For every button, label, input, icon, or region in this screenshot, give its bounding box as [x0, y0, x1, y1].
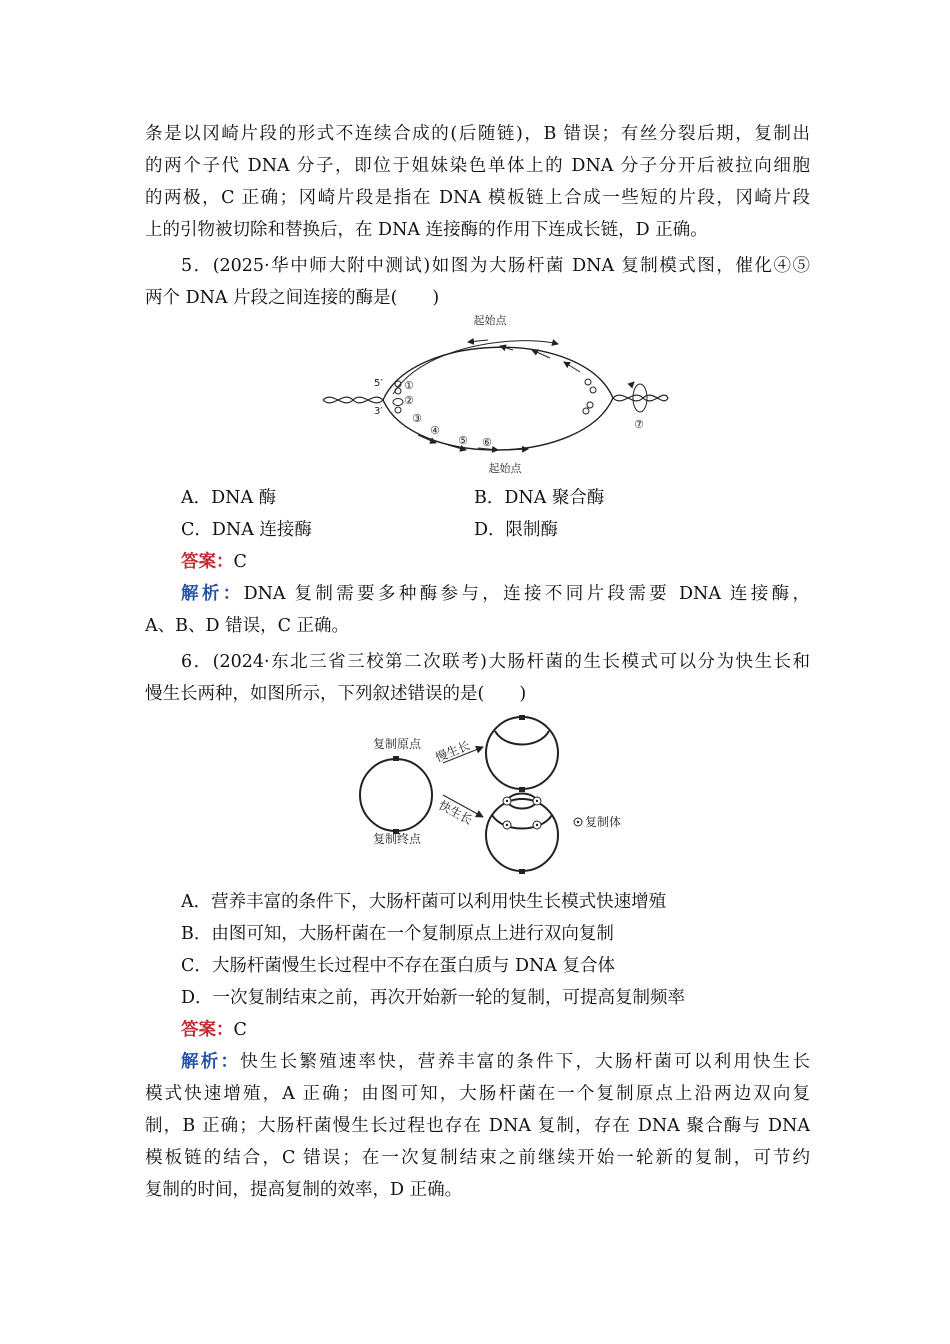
explain-label: 解析：	[181, 584, 244, 604]
marker-6: ⑥	[482, 436, 492, 449]
fast-chromosome	[486, 799, 558, 871]
origin-label: 复制原点	[372, 737, 422, 751]
dna-replication-figure	[318, 310, 678, 480]
explain-text: DNA 复制需要多种酶参与，连接不同片段需要 DNA 连接酶，	[243, 584, 810, 604]
arrow	[630, 382, 634, 386]
q5-stem-line: 两个 DNA 片段之间连接的酶是( )	[145, 288, 440, 308]
q6-stem-line: 6．(2024·东北三省三校第二次联考)大肠杆菌的生长模式可以分为快生长和	[181, 652, 810, 672]
fast-growth-label: 快生长	[436, 798, 475, 828]
text-line: 的两极，C 正确；冈崎片段是指在 DNA 模板链上合成一些短的片段，冈崎片段	[145, 188, 810, 208]
answer-label: 答案：	[181, 1020, 234, 1040]
terminus-label: 复制终点	[372, 832, 422, 846]
fast-replication-bubble	[492, 815, 552, 829]
helicase-circle	[395, 407, 401, 413]
explain-label: 解析：	[181, 1052, 241, 1072]
top-origin-label: 起始点	[473, 314, 507, 327]
marker-1: ①	[404, 379, 414, 392]
end-5-label: 5′	[374, 378, 383, 389]
answer-label: 答案：	[181, 552, 234, 572]
fast-inner-bubble	[507, 801, 537, 809]
q6-stem-line: 慢生长两种，如图所示，下列叙述错误的是( )	[145, 684, 527, 704]
origin-mark	[393, 756, 399, 761]
q5-option-b: B．DNA 聚合酶	[474, 488, 605, 508]
origin-mark	[519, 715, 525, 720]
bottom-origin-label: 起始点	[488, 462, 522, 475]
q6-option-b: B．由图可知，大肠杆菌在一个复制原点上进行双向复制	[181, 924, 614, 944]
q6-explain-line: 复制的时间，提高复制的效率，D 正确。	[145, 1180, 463, 1200]
q6-explain-line: 模式快速增殖，A 正确；由图可知，大肠杆菌在一个复制原点上沿两边双向复	[145, 1084, 810, 1104]
q6-option-a: A．营养丰富的条件下，大肠杆菌可以利用快生长模式快速增殖	[181, 892, 667, 912]
terminus-mark	[519, 869, 525, 874]
text-line: 的两个子代 DNA 分子，即位于姐妹染色单体上的 DNA 分子分开后被拉向细胞	[145, 156, 810, 176]
text-line: 上的引物被切除和替换后，在 DNA 连接酶的作用下连成长链，D 正确。	[145, 220, 708, 240]
marker-3: ③	[412, 412, 422, 425]
helicase-circle	[590, 387, 596, 393]
answer-value: C	[233, 552, 247, 572]
growth-mode-figure	[355, 705, 655, 880]
arrow	[468, 340, 488, 342]
marker-5: ⑤	[458, 434, 468, 447]
text-line: 条是以冈崎片段的形式不连续合成的(后随链)，B 错误；有丝分裂后期，复制出	[145, 124, 810, 144]
q5-explain-line	[181, 578, 810, 610]
replisome-dot	[506, 824, 508, 826]
q5-stem-line: 5．(2025·华中师大附中测试)如图为大肠杆菌 DNA 复制模式图，催化④⑤	[181, 256, 810, 276]
replisome-legend-dot	[577, 821, 579, 823]
upper-strand	[383, 347, 613, 400]
q5-option-a: A．DNA 酶	[181, 488, 277, 508]
replisome-dot	[536, 800, 538, 802]
topoisomerase-loop	[633, 384, 647, 412]
helicase-circle	[587, 402, 593, 408]
replisome-dot	[536, 824, 538, 826]
explain-text: 快生长繁殖速率快，营养丰富的条件下，大肠杆菌可以利用快生长	[240, 1052, 810, 1072]
answer-value: C	[233, 1020, 247, 1040]
q5-option-c: C．DNA 连接酶	[181, 520, 312, 540]
parent-chromosome	[360, 759, 432, 831]
slow-chromosome	[486, 717, 558, 789]
marker-2: ②	[404, 394, 414, 407]
replisome-legend-label: 复制体	[585, 815, 622, 829]
slow-replication-bubble	[495, 731, 549, 745]
helicase-circle	[395, 388, 401, 394]
q6-explain-line	[181, 1046, 810, 1078]
helicase-circle	[583, 408, 589, 414]
q5-option-d: D．限制酶	[474, 520, 559, 540]
q6-option-d: D．一次复制结束之前，再次开始新一轮的复制，可提高复制频率	[181, 988, 686, 1008]
replisome-dot	[506, 800, 508, 802]
marker-7: ⑦	[634, 418, 644, 431]
q5-explain-line: A、B、D 错误，C 正确。	[145, 616, 350, 636]
end-3-label: 3′	[374, 406, 383, 417]
q6-explain-line: 制，B 正确；大肠杆菌慢生长过程也存在 DNA 复制，存在 DNA 聚合酶与 DNA	[145, 1116, 810, 1136]
helicase-circle	[585, 379, 591, 385]
terminus-mark	[519, 787, 525, 792]
enzyme-shape	[393, 399, 403, 406]
q6-option-c: C．大肠杆菌慢生长过程中不存在蛋白质与 DNA 复合体	[181, 956, 615, 976]
q5-answer	[181, 546, 247, 578]
q6-answer	[181, 1014, 247, 1046]
q6-explain-line: 模板链的结合，C 错误；在一次复制结束之前继续开始一轮新的复制，可节约	[145, 1148, 810, 1168]
marker-4: ④	[430, 424, 440, 437]
slow-growth-label: 慢生长	[433, 738, 473, 765]
